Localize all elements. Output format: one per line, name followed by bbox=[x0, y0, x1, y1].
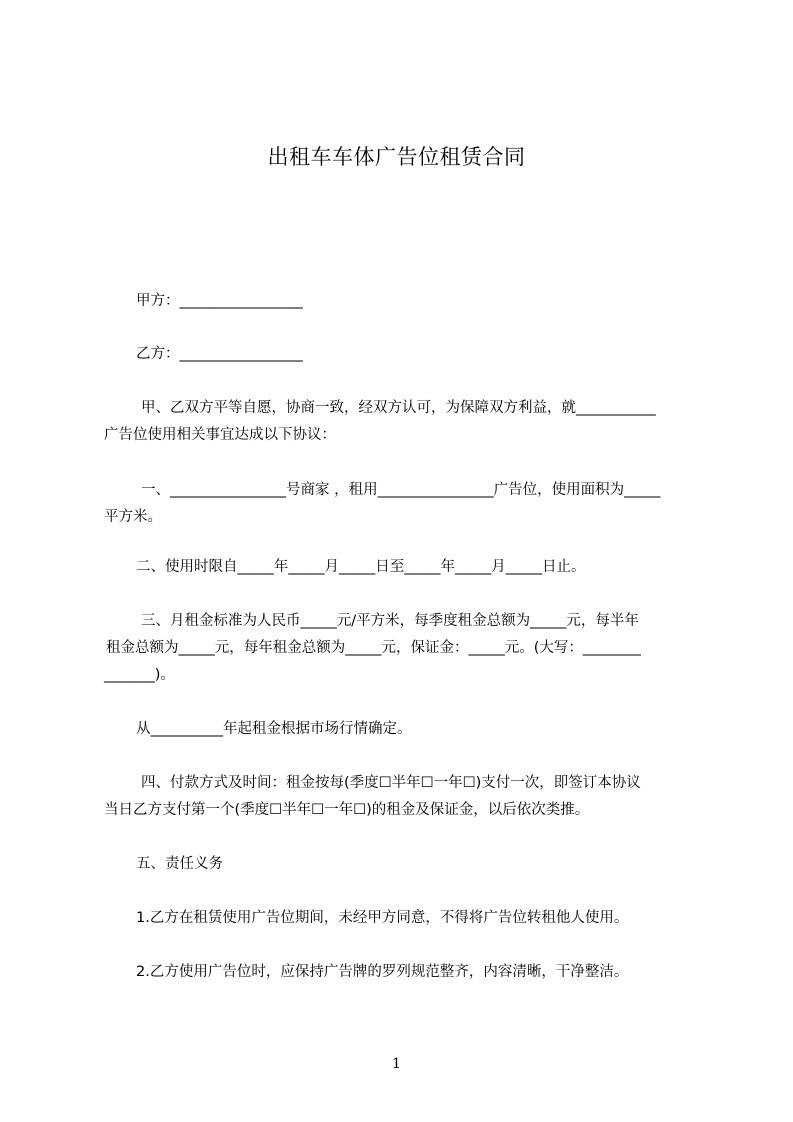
rent-adjust-line: 从__________年起租金根据市场行情确定。 bbox=[136, 721, 412, 737]
clause-3-line-1: 三、月租金标准为人民币_____元/平方米，每季度租金总额为_____元，每半年 bbox=[141, 613, 639, 629]
duty-1-line: 1.乙方在租赁使用广告位期间，未经甲方同意，不得将广告位转租他人使用。 bbox=[136, 910, 629, 926]
preamble-line-2: 广告位使用相关事宜达成以下协议： bbox=[104, 427, 336, 443]
clause-2-line: 二、使用时限自_____年_____月_____日至_____年_____月_____日止。 bbox=[136, 559, 586, 575]
clause-4-line-2: 当日乙方支付第一个(季度☐半年☐一年☐)的租金及保证金，以后依次类推。 bbox=[104, 802, 590, 818]
clause-1-line-2: 平方米。 bbox=[104, 509, 162, 525]
clause-5-heading: 五、责任义务 bbox=[136, 856, 223, 872]
clause-1-line-1: 一、________________号商家 ，租用________________广告位，使用面积为_____ bbox=[141, 482, 661, 498]
page-number: 1 bbox=[392, 1056, 401, 1072]
party-a-line: 甲方：_________________ bbox=[136, 293, 303, 309]
party-b-line: 乙方：_________________ bbox=[136, 346, 303, 362]
preamble-line-1: 甲、乙双方平等自愿，协商一致，经双方认可，为保障双方利益，就___________ bbox=[141, 400, 656, 416]
duty-2-line: 2.乙方使用广告位时，应保持广告牌的罗列规范整齐，内容清晰，干净整洁。 bbox=[136, 964, 629, 980]
clause-3-line-3: _______)。 bbox=[104, 667, 175, 683]
clause-4-line-1: 四、付款方式及时间：租金按每(季度☐半年☐一年☐)支付一次，即签订本协议 bbox=[141, 775, 641, 791]
clause-3-line-2: 租金总额为_____元，每年租金总额为_____元，保证金：_____元。(大写：________ bbox=[106, 640, 641, 656]
document-title: 出租车车体广告位租赁合同 bbox=[267, 145, 526, 169]
